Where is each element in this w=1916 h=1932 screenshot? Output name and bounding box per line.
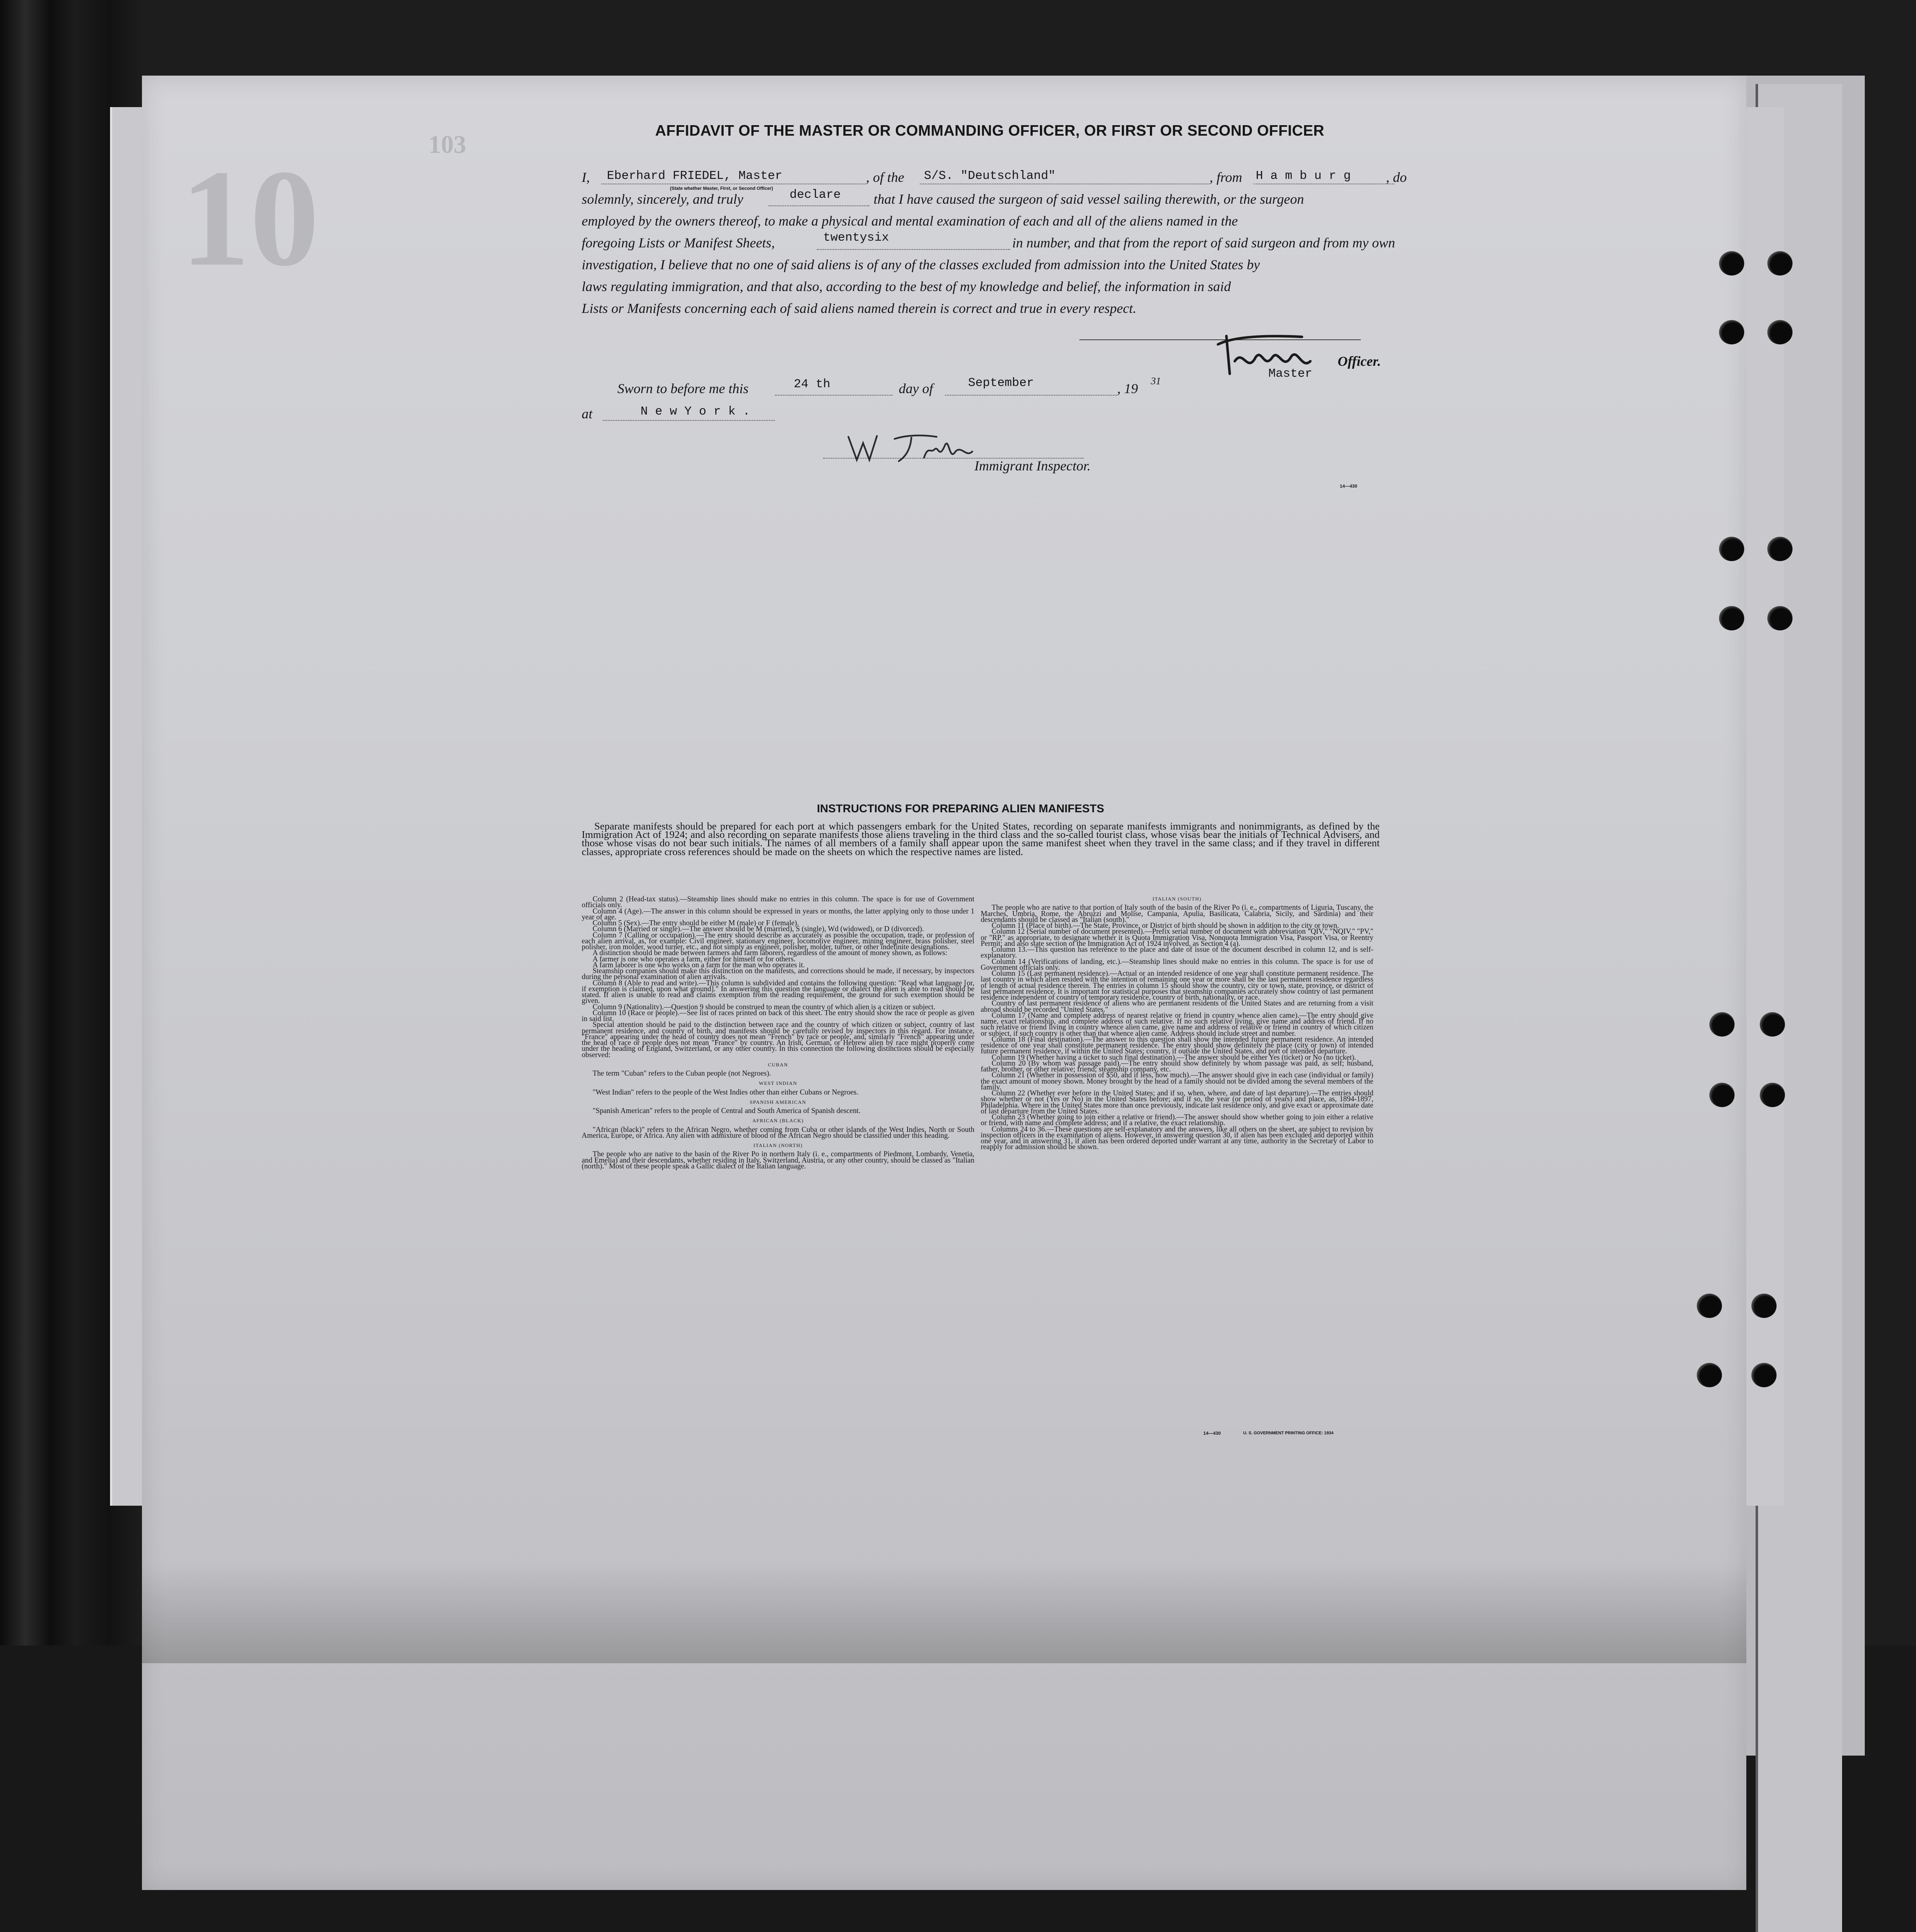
declare-value: declare [790,188,841,202]
affidavit-line-4-pre: foregoing Lists or Manifest Sheets, [582,236,775,251]
affidavit-title: AFFIDAVIT OF THE MASTER OR COMMANDING OFFICER, OR FIRST OR SECOND OFFICER [655,122,1325,139]
instruction-paragraph: Country of last permanent residence of aliens who are permanent residents of the United States and are returning from a visit abroad should be recorded "United States." [981,999,1373,1013]
instruction-paragraph: Column 9 (Nationality).—Question 9 should be construed to mean the country of which alien is a citizen or subject. [593,1002,935,1011]
bleed-through-number: 10 [181,142,319,295]
instruction-paragraph: Columns 24 to 36.—These questions are self-explanatory and the answers, like all others on the sheet, are subject to revision by inspection officers in the examination of aliens. However, in answering question 30, if alien has been excluded and deported within one year, and in answering 31, if alien has been ordered deported under warrant at any time, authority in the Secretary of Labor to reapply for admission should be shown. [981,1124,1373,1151]
instruction-paragraph: The people who are native to that portion of Italy south of the basin of the River Po (i. e., compartments of Liguria, Tuscany, the Marches, Umbria, Rome, the Abruzzi and Molise, Campania, Apulia, Basilicata, Calabria, Sicily, and Sardinia) and their descendants should be classed as "Italian (south)." [981,903,1373,924]
instruction-paragraph: Steamship companies should make this distinction on the manifests, and corrections should be made, if necessary, by inspectors during the personal examination of alien arrivals. [582,966,974,981]
i-label: I, [582,170,590,185]
place-value: N e w Y o r k . [640,404,751,418]
instructions-form-code: 14—430 [1203,1431,1221,1436]
west-indian-text: "West Indian" refers to the people of the West Indies other than either Cubans or Negroes. [593,1087,858,1096]
instruction-paragraph: Column 6 (Married or single).—The answer should be M (married), S (single), Wd (widowed), or D (divorced). [593,924,924,933]
day-field [775,395,892,396]
african-heading: AFRICAN (BLACK) [752,1118,804,1124]
affidavit-line-3: employed by the owners thereof, to make a physical and mental examination of each and all of the aliens named in the [582,214,1238,229]
master-name-value: Eberhard FRIEDEL, Master [607,169,782,183]
instruction-paragraph: Column 2 (Head-tax status).—Steamship lines should make no entries in this column. The space is for use of Government officials only. [582,895,974,909]
declare-field [769,205,869,206]
instruction-paragraph: Column 19 (Whether having a ticket to such final destination).—The answer should be either Yes (ticket) or No (no ticket). [992,1053,1356,1061]
punch-hole [1767,537,1793,561]
cuban-text: The term "Cuban" refers to the Cuban people (not Negroes). [593,1069,771,1077]
instruction-paragraph: Column 14 (Verifications of landing, etc.).—Steamship lines should make no entries in this column. The space is for use of Government officials only. [981,957,1373,971]
instruction-paragraph: A distinction should be made between farmers and farm laborers, regardless of the amount of money shown, as follows: [593,948,948,957]
spanish-american-heading: SPANISH AMERICAN [750,1099,806,1105]
african-text: "African (black)" refers to the African Negro, whether coming from Cuba or other islands of the West Indies, North or South America, Europe, or Africa. Any alien with admixture of blood of the African Negro should be classified under this heading. [582,1125,974,1139]
instruction-paragraph: Column 5 (Sex).—The entry should be either M (male) or F (female). [593,919,799,927]
place-field [603,420,775,421]
affidavit-form-code: 14—430 [1340,484,1357,489]
year-prefix: , 19 [1117,381,1138,396]
instructions-right-column [981,896,1373,1150]
at-label: at [582,407,593,422]
instruction-paragraph: Column 4 (Age).—The answer in this column should be expressed in years or months, the latter applying only to those under 1 year of age. [582,906,974,921]
instruction-paragraph: A farm laborer is one who works on a farm for the man who operates it. [593,960,805,969]
italian-north-heading: ITALIAN (NORTH) [753,1142,803,1148]
affidavit-line-2-pre: solemnly, sincerely, and truly [582,192,743,207]
month-value: September [968,376,1034,390]
punch-hole [1709,1012,1735,1037]
day-value: 24 th [794,377,831,391]
instruction-paragraph: Column 11 (Place of birth).—The State, Province, or District of birth should be shown in addition to the city or town. [992,921,1339,929]
affidavit-line-5: investigation, I believe that no one of said aliens is of any of the classes excluded from admission into the United States by [582,257,1260,273]
instruction-paragraph: Column 12 (Serial number of document presented).—Prefix serial number of document with abbreviation "QIV," "NQIV," "PV," or "RP," as appropriate, to designate whether it is Quota Immigration Visa, Nonquota Immigration Visa, Passport Visa, or Reentry Permit; and also state section of the Immigration Act of 1924 involved, as Section 4 (a). [981,927,1373,948]
count-value: twentysix [823,231,889,244]
punch-hole [1697,1363,1722,1387]
cuban-heading: CUBAN [768,1061,788,1068]
punch-hole [1719,606,1744,630]
punch-hole [1719,251,1744,276]
instructions-left-column [582,896,974,1169]
bleed-through-small-number: 103 [428,131,466,158]
affidavit-line-4-post: in number, and that from the report of said surgeon and from my own [1012,236,1395,251]
instruction-paragraph: Column 13.—This question has reference to the place and date of issue of the document described in column 12, and is self-explanatory. [981,945,1373,960]
instruction-paragraph: Column 22 (Whether ever before in the United States; and if so, when, where, and date of last departure).—The entries should show whether or not (Yes or No) in the United States before; and if so, the year (or period of years) and place, as, 1894-1897, Philadelphia. Where in the United States more than once previously, indicate last residence only, and give exact or approximate date of last departure from the United States. [981,1089,1373,1115]
italian-north-text: The people who are native to the basin of the River Po in northern Italy (i. e., compartments of Piedmont, Lombardy, Venetia, and Emelia) and their descendants, whether residing in Italy, Switzerland, Austria, or any other country, should be classed as "Italian (north)." Most of these people speak a Gallic dialect of the Italian language. [582,1150,974,1170]
instruction-paragraph: Column 21 (Whether in possession of $50, and if less, how much).—The answer should give in each case (individual or family) the exact amount of money shown. Money brought by the head of a family should not be divided among the several members of the family. [981,1071,1373,1091]
spanish-american-text: "Spanish American" refers to the people of Central and South America of Spanish descent. [593,1106,861,1115]
instruction-paragraph: Column 8 (Able to read and write).—This column is subdivided and contains the following question: "Read what language [or, if exemption is claimed, upon what ground]." In answering this question the language or dialect the alien is able to read should be stated. If alien is unable to read and claims exemption from the reading requirement, the ground for such exemption should be given. [582,978,974,1005]
instruction-paragraph: A farmer is one who operates a farm, either for himself or for others. [593,954,796,963]
day-of-label: day of [899,381,933,396]
punch-hole [1709,1083,1735,1107]
affidavit-line-6: laws regulating immigration, and that also, according to the best of my knowledge and belief, the information in said [582,279,1231,294]
officer-label: Officer. [1338,354,1381,369]
from-label: , from [1210,170,1242,185]
punch-hole [1751,1363,1777,1387]
vessel-value: S/S. "Deutschland" [924,169,1056,183]
punch-hole [1767,251,1793,276]
sworn-label: Sworn to before me this [617,381,749,396]
punch-hole [1760,1083,1785,1107]
affidavit-line-2-post: that I have caused the surgeon of said vessel sailing therewith, or the surgeon [874,192,1304,207]
master-typed: Master [1268,367,1312,381]
instructions-title: INSTRUCTIONS FOR PREPARING ALIEN MANIFESTS [817,802,1105,815]
inspector-label: Immigrant Inspector. [974,459,1091,474]
instruction-paragraph: Column 7 (Calling or occupation).—The entry should describe as accurately as possible the occupation, trade, or profession of each alien arrival, as, for example: Civil engineer, stationary engineer, locomotive engineer, mining engineer, brass polisher, steel polisher, iron molder, wood turner, etc., and not simply as engineer, polisher, molder, turner, or other indefinite designations. [582,930,974,951]
of-the-label: , of the [866,170,904,185]
punch-hole [1719,320,1744,344]
italian-south-heading: ITALIAN (SOUTH) [1152,896,1202,902]
instruction-paragraph: Column 17 (Name and complete address of nearest relative or friend in country whence alien came).—The entry should give name, exact relationship, and complete address of such relative. If no such relative living, give name and address of friend. If no such relative or friend living in country whence alien came, give name and address of relative or friend in country of which citizen or subject, if such country is other than that whence alien came. Address should include street and number. [981,1011,1373,1037]
instruction-paragraph: Column 15 (Last permanent residence).—Actual or an intended residence of one year shall constitute permanent residence. The last country in which alien resided with the intention of remaining one year or more shall be the last permanent residence regardless of length of actual residence therein. The entries in column 15 should show the country, city or town, state, province, or district of last permanent residence. It is important for statistical purposes that steamship companies accurately show country of last permanent residence independent of country of temporary residence, country of birth, nationality, or race. [981,969,1373,1001]
punch-hole [1767,320,1793,344]
printer-credit: U. S. GOVERNMENT PRINTING OFFICE: 1934 [1243,1431,1334,1436]
instruction-paragraph: Special attention should be paid to the distinction between race and the country of which citizen or subject, country of last permanent residence, and country of birth, and manifests should be carefully revised by inspectors in this regard. For instance, "France" appearing under the head of country does not mean "French" by race or people, and, similarly "French" appearing under the head of race or people does not mean "France" by country. An Irish, German, or Hebrew alien by race might properly come under the heading of England, Switzerland, or any other country. In this connection the following distinctions should be especially observed: [582,1020,974,1059]
instruction-paragraph: Column 18 (Final destination).—The answer to this question shall show the intended future permanent residence. An intended residence of one year shall constitute permanent residence. The entry should show definitely the place (city or town) of intended future permanent residence, if within the United States; country, if outside the United States, and port of intended departure. [981,1034,1373,1055]
instruction-paragraph: Column 20 (By whom was passage paid).—The entry should show definitely by whom passage was paid, as self; husband, father, brother, or other relative; friend; steamship company, etc. [981,1058,1373,1073]
punch-hole [1719,537,1744,561]
affidavit-line-1 [582,170,590,186]
instruction-paragraph: Column 23 (Whether going to join either a relative or friend).—The answer should show whether going to join either a relative or friend, with name and complete address; and if a relative, the exact relationship. [981,1113,1373,1127]
instructions-intro: Separate manifests should be prepared for each port at which passengers embark for the United States, recording on separate manifests immigrants and nonimmigrants, as defined by the Immigration Act of 1924; and also recording on separate manifests those aliens traveling in the third class and the so-called tourist class, whose visas bear the initials of Technical Advisers, and those whose visas do not bear such initials. The names of all members of a family shall appear upon the same manifest sheet when they travel in the same class; and if they travel in different classes, appropriate cross references should be made on the sheets on which the respective names are listed. [582,821,1380,858]
punch-hole [1760,1012,1785,1037]
port-value: H a m b u r g [1256,169,1351,183]
page-shadow [142,1495,1746,1663]
master-note: (State whether Master, First, or Second Officer) [670,186,773,191]
punch-hole [1767,606,1793,630]
punch-hole [1751,1294,1777,1318]
instruction-paragraph: Column 10 (Race or people).—See list of races printed on back of this sheet. The entry should show the race or people as given in said list. [582,1008,974,1023]
punch-hole [1697,1294,1722,1318]
do-label: , do [1386,170,1407,185]
west-indian-heading: WEST INDIAN [759,1080,798,1087]
count-field [817,249,1010,250]
affidavit-line-7: Lists or Manifests concerning each of said aliens named therein is correct and true in every respect. [582,301,1136,316]
year-suffix: 31 [1151,376,1161,387]
month-field [945,395,1117,396]
